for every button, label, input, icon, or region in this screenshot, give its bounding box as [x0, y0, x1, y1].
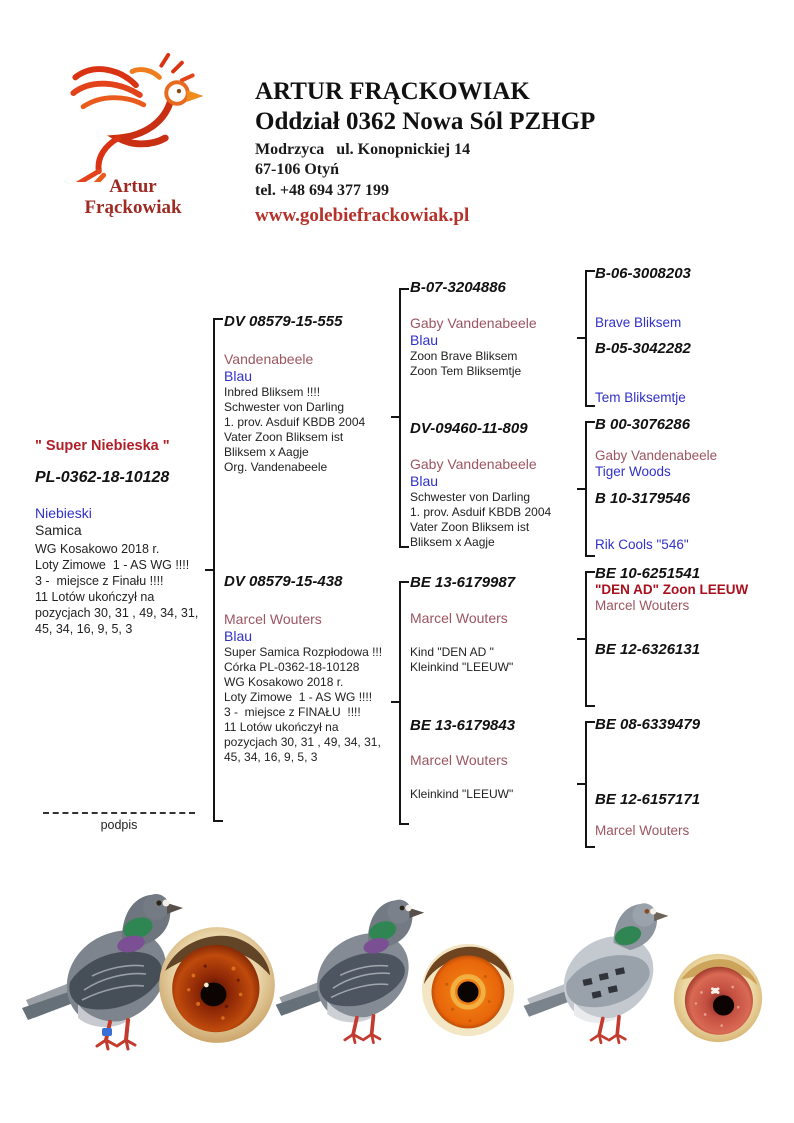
city-line: 67-106 Otyń [255, 161, 339, 178]
bird-name: Brave Bliksem [595, 315, 682, 330]
pigeon-photo-2 [272, 878, 438, 1056]
bird-name: Rik Cools "546" [595, 537, 689, 552]
detail-line: 3 - miejsce z FINAŁU !!!! [224, 705, 361, 719]
grandparent-block-1 [410, 279, 580, 379]
detail-line: Bliksem x Aagje [224, 445, 309, 459]
detail-line: Inbred Bliksem !!!! [224, 385, 321, 399]
pigeon-eye-photo-2 [420, 940, 516, 1040]
pedigree-connector-line [399, 288, 401, 548]
ring-number: BE 12-6326131 [595, 641, 701, 658]
father-block [224, 313, 394, 475]
pedigree-connector-line [205, 569, 213, 571]
detail-line: Kleinkind "LEEUW" [410, 660, 514, 674]
detail-line: Córka PL-0362-18-10128 [224, 660, 360, 674]
ring-number: DV 08579-15-555 [224, 313, 343, 330]
pedigree-connector-line [399, 581, 401, 825]
detail-line: 11 Lotów ukończył na [224, 720, 339, 734]
pedigree-connector-line [587, 405, 595, 407]
mother-block [224, 573, 396, 765]
pedigree-connector-line [585, 270, 587, 407]
pedigree-connector-line [213, 318, 215, 822]
bird-color: Blau [410, 473, 439, 489]
pigeon-photo-3 [520, 882, 682, 1056]
fancier-name: Gaby Vandenabeele [595, 448, 718, 463]
pedigree-connector-line [587, 571, 595, 573]
detail-line: Zoon Tem Bliksemtje [410, 364, 522, 378]
subject-ring-number: PL-0362-18-10128 [35, 469, 170, 486]
detail-line: Super Samica Rozpłodowa !!! [224, 645, 383, 659]
bird-color: Blau [410, 332, 439, 348]
pedigree-connector-line [391, 701, 399, 703]
ring-number: B-07-3204886 [410, 279, 506, 296]
detail-line: Kleinkind "LEEUW" [410, 787, 514, 801]
logo-text-line2: Frąckowiak [84, 197, 182, 218]
detail-line: WG Kosakowo 2018 r. [35, 542, 160, 556]
fancier-name: Vandenabeele [224, 351, 314, 367]
pedigree-connector-line [587, 721, 595, 723]
pedigree-connector-line [215, 318, 223, 320]
bird-title: "DEN AD" Zoon LEEUW [595, 582, 749, 597]
pedigree-connector-line [587, 846, 595, 848]
grandparent-block-2 [410, 420, 580, 550]
ring-number: BE 13-6179987 [410, 574, 516, 591]
detail-line: pozycjach 30, 31 , 49, 34, 31, [224, 735, 381, 749]
phone-line: tel. +48 694 377 199 [255, 182, 389, 199]
pigeon-eye-photo-1 [158, 925, 276, 1045]
pedigree-connector-line [401, 581, 409, 583]
detail-line: Loty Zimowe 1 - AS WG !!!! [35, 558, 190, 572]
detail-line: 1. prov. Asduif KBDB 2004 [224, 415, 366, 429]
pedigree-connector-line [391, 416, 399, 418]
ring-number: BE 08-6339479 [595, 716, 701, 733]
subject-details [35, 541, 213, 637]
fancier-name: Gaby Vandenabeele [410, 456, 537, 472]
detail-line: Vater Zoon Bliksem ist [224, 430, 344, 444]
grandparent-block-4 [410, 717, 580, 802]
fancier-name: Gaby Vandenabeele [410, 315, 537, 331]
detail-line: Schwester von Darling [410, 490, 531, 504]
bird-name: Tiger Woods [595, 464, 671, 479]
pedigree-connector-line [401, 823, 409, 825]
dove-logo-icon [48, 50, 218, 182]
subject-nickname: " Super Niebieska " [35, 438, 170, 454]
ring-number: BE 10-6251541 [595, 565, 701, 582]
pedigree-connector-line [585, 721, 587, 848]
detail-line: Schwester von Darling [224, 400, 345, 414]
ring-number: BE 12-6157171 [595, 791, 701, 808]
fancier-name: Marcel Wouters [595, 823, 690, 838]
ring-number: B-06-3008203 [595, 265, 691, 282]
subject-bird-block [35, 438, 213, 637]
bird-color: Blau [224, 368, 253, 384]
detail-line: Loty Zimowe 1 - AS WG !!!! [224, 690, 373, 704]
pedigree-connector-line [577, 488, 585, 490]
ring-number: DV-09460-11-809 [410, 420, 528, 437]
detail-line: Zoon Brave Bliksem [410, 349, 518, 363]
fancier-name: Marcel Wouters [224, 611, 322, 627]
detail-line: Vater Zoon Bliksem ist [410, 520, 530, 534]
pedigree-connector-line [585, 571, 587, 707]
pedigree-connector-line [215, 820, 223, 822]
detail-line: 1. prov. Asduif KBDB 2004 [410, 505, 552, 519]
pedigree-connector-line [587, 270, 595, 272]
subject-sex: Samica [35, 522, 82, 538]
signature-line [43, 812, 195, 814]
detail-line: pozycjach 30, 31 , 49, 34, 31, [35, 606, 199, 620]
detail-line: Bliksem x Aagje [410, 535, 495, 549]
grandparent-block-3 [410, 574, 580, 675]
fancier-name: Marcel Wouters [595, 598, 690, 613]
pedigree-connector-line [577, 337, 585, 339]
detail-line: WG Kosakowo 2018 r. [224, 675, 344, 689]
pedigree-connector-line [585, 421, 587, 557]
pedigree-connector-line [401, 288, 409, 290]
bird-details [224, 385, 394, 475]
detail-line: 3 - miejsce z Finału !!!! [35, 574, 164, 588]
ring-number: BE 13-6179843 [410, 717, 516, 734]
ring-number: DV 08579-15-438 [224, 573, 343, 590]
ring-number: B-05-3042282 [595, 340, 691, 357]
address-line: Modrzyca ul. Konopnickiej 14 [255, 141, 471, 158]
bird-color: Blau [224, 628, 253, 644]
fancier-name: Marcel Wouters [410, 610, 508, 626]
pedigree-connector-line [587, 421, 595, 423]
detail-line: Org. Vandenabeele [224, 460, 328, 474]
pedigree-connector-line [577, 638, 585, 640]
club-heading: Oddział 0362 Nowa Sól PZHGP [255, 108, 596, 135]
pedigree-connector-line [587, 705, 595, 707]
website-link: www.golebiefrackowiak.pl [255, 205, 470, 226]
subject-color: Niebieski [35, 505, 92, 521]
logo-text-line1: Artur [109, 176, 157, 197]
fancier-name-heading: ARTUR FRĄCKOWIAK [255, 78, 530, 105]
detail-line: 45, 34, 16, 9, 5, 3 [35, 622, 133, 636]
detail-line: Kind "DEN AD " [410, 645, 494, 659]
detail-line: 11 Lotów ukończył na [35, 590, 155, 604]
bird-name: Tem Bliksemtje [595, 390, 686, 405]
bird-details [410, 645, 580, 675]
pigeon-eye-photo-3 [672, 950, 764, 1046]
detail-line: 45, 34, 16, 9, 5, 3 [224, 750, 318, 764]
ring-number: B 10-3179546 [595, 490, 691, 507]
pedigree-connector-line [401, 546, 409, 548]
ring-number: B 00-3076286 [595, 416, 691, 433]
bird-details [224, 645, 396, 765]
pedigree-connector-line [577, 783, 585, 785]
fancier-name: Marcel Wouters [410, 752, 508, 768]
signature-label: podpis [100, 818, 138, 832]
pedigree-connector-line [587, 555, 595, 557]
